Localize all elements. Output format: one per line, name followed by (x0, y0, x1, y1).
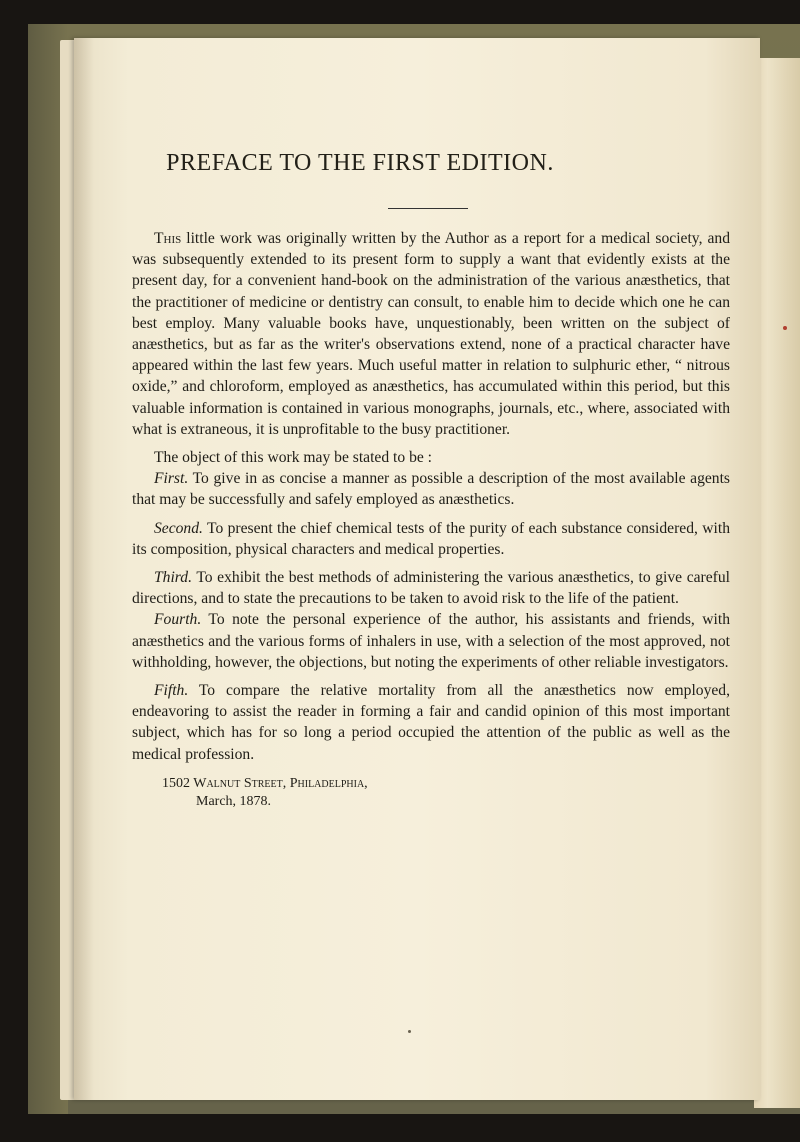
page-gutter-shadow (74, 38, 94, 1100)
section-label: Fifth. (154, 682, 189, 700)
section-second (132, 518, 730, 560)
opening-word: This (154, 230, 182, 247)
page-title: PREFACE TO THE FIRST EDITION. (166, 150, 554, 176)
section-fifth (132, 680, 730, 765)
page-speck (408, 1030, 411, 1033)
section-third (132, 567, 730, 609)
section-first (132, 468, 730, 510)
section-text: To compare the relative mortality from all the anæsthetics now employed, endeavoring to assist the reader in forming a fair and candid opinion of this most important subject, which has for so long a period occupied the attention of the public as well as the medical profession. (132, 682, 730, 763)
section-fourth (132, 609, 730, 673)
intro-paragraph (132, 228, 730, 440)
section-text: To give in as concise a manner as possible a description of the most available agents that may be successfully and safely employed as anæsthetics. (132, 470, 730, 509)
section-label: Third. (154, 569, 192, 587)
section-label: First. (154, 470, 189, 488)
title-rule (388, 208, 468, 209)
section-text: To note the personal experience of the author, his assistants and friends, with anæsthetics and the various forms of inhalers in use, with a selection of the most approved, not withholding, however, the objections, but noting the experiments of other reliable investigators. (132, 611, 730, 671)
date-line: March, 1878. (196, 793, 272, 809)
address-line: 1502 Walnut Street, Philadelphia, (162, 775, 368, 791)
intro-text: little work was originally written by the Author as a report for a medical society, and was subsequently extended to its present form to supply a want that evidently exists at the present day, for a convenient hand-book on the administration of the various anæsthetics, that the practitioner of medicine or dentistry can consult, to enable him to decide which one he can best employ. Many valuable books have, unquestionably, been written on the subject of anæsthetics, but as far as the writer's observations extend, none of a practical character have appeared within the last few years. Much useful matter in relation to sulphuric ether, “ nitrous oxide,” and chloroform, employed as anæsthetics, has accumulated within this period, but this valuable information is contained in various monographs, journals, etc., where, associated with what is extraneous, it is unprofitable to the busy practitioner. (132, 230, 730, 438)
preface-body (132, 228, 730, 811)
section-label: Second. (154, 519, 203, 537)
section-text: To present the chief chemical tests of the purity of each substance considered, with its composition, physical characters and medical properties. (132, 519, 730, 558)
section-label: Fourth. (154, 611, 202, 629)
section-text: To exhibit the best methods of administering the various anæsthetics, to give careful directions, and to state the precautions to be taken to avoid risk to the life of the patient. (132, 569, 730, 608)
object-line: The object of this work may be stated to be : (154, 449, 433, 467)
facing-page-edge (754, 58, 800, 1108)
margin-mark (783, 326, 787, 330)
